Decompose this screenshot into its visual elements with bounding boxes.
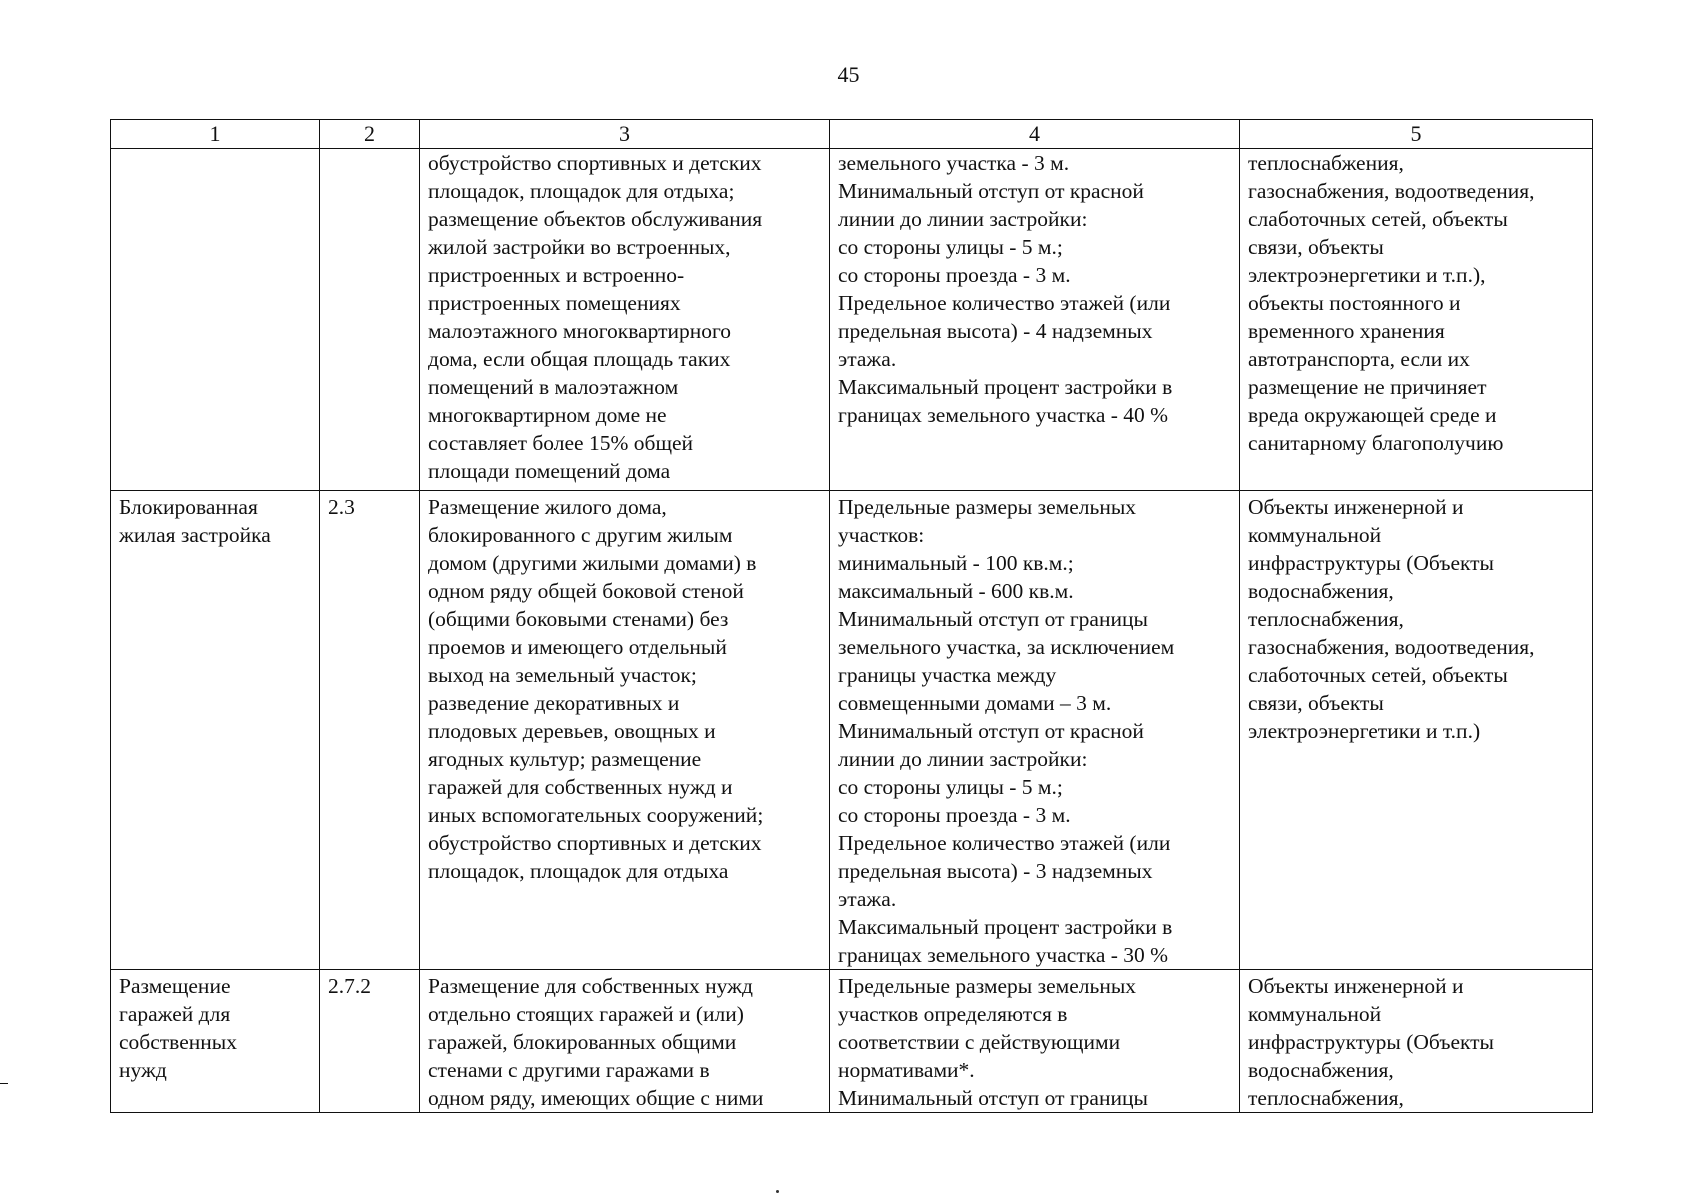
use-code-cell [320, 149, 420, 491]
text-line: коммунальной [1248, 1002, 1382, 1026]
text-line: вреда окружающей среде и [1248, 403, 1497, 427]
text-line: выход на земельный участок; [428, 663, 697, 687]
text-line: совмещенными домами – 3 м. [838, 691, 1112, 715]
text-line: электроэнергетики и т.п.), [1248, 263, 1486, 287]
text-line: границах земельного участка - 40 % [838, 403, 1169, 427]
text-line: малоэтажного многоквартирного [428, 319, 732, 343]
text-line: обустройство спортивных и детских [428, 151, 762, 175]
page-number: 45 [837, 62, 860, 87]
column-number-4: 4 [830, 120, 1240, 149]
text-line: отдельно стоящих гаражей и (или) [428, 1002, 744, 1026]
text-line: объекты постоянного и [1248, 291, 1461, 315]
text-line: составляет более 15% общей [428, 431, 694, 455]
text-line: Объекты инженерной и [1248, 974, 1464, 998]
auxiliary-uses-cell [1240, 149, 1593, 491]
text-line: жилой застройки во встроенных, [428, 235, 731, 259]
margin-mark [0, 1083, 8, 1084]
table-row [111, 491, 1593, 970]
text-line: Минимальный отступ от красной [838, 179, 1144, 203]
text-line: гаражей, блокированных общими [428, 1030, 737, 1054]
text-line: линии до линии застройки: [838, 207, 1088, 231]
text-line: Минимальный отступ от красной [838, 719, 1144, 743]
text-line: Предельные размеры земельных [838, 495, 1137, 519]
text-line: теплоснабжения, [1248, 1086, 1404, 1110]
text-line: минимальный - 100 кв.м.; [838, 551, 1074, 575]
column-number-2: 2 [320, 120, 420, 149]
use-description-cell [420, 970, 830, 1113]
text-line: Размещение для собственных нужд [428, 974, 753, 998]
text-line: слаботочных сетей, объекты [1248, 663, 1508, 687]
parameters-cell [830, 491, 1240, 970]
text-line: Размещение [119, 974, 231, 998]
text-line: Максимальный процент застройки в [838, 375, 1173, 399]
use-code-cell [320, 970, 420, 1113]
text-line: участков: [838, 523, 925, 547]
text-line: газоснабжения, водоотведения, [1248, 635, 1535, 659]
text-line: пристроенных и встроенно- [428, 263, 685, 287]
text-line: связи, объекты [1248, 235, 1384, 259]
text-line: слаботочных сетей, объекты [1248, 207, 1508, 231]
use-description-cell [420, 491, 830, 970]
text-line: 2.3 [328, 495, 355, 519]
text-line: инфраструктуры (Объекты [1248, 1030, 1495, 1054]
text-line: водоснабжения, [1248, 579, 1394, 603]
text-line: этажа. [838, 887, 897, 911]
text-line: нормативами*. [838, 1058, 975, 1082]
text-line: размещение не причиняет [1248, 375, 1487, 399]
text-line: водоснабжения, [1248, 1058, 1394, 1082]
text-line: линии до линии застройки: [838, 747, 1088, 771]
text-line: автотранспорта, если их [1248, 347, 1470, 371]
text-line: Предельное количество этажей (или [838, 831, 1171, 855]
parameters-cell [830, 149, 1240, 491]
auxiliary-uses-cell [1240, 970, 1593, 1113]
text-line: площадок, площадок для отдыха; [428, 179, 735, 203]
text-line: блокированного с другим жилым [428, 523, 733, 547]
text-line: одном ряду общей боковой стеной [428, 579, 744, 603]
text-line: газоснабжения, водоотведения, [1248, 179, 1535, 203]
text-line: иных вспомогательных сооружений; [428, 803, 764, 827]
text-line: дома, если общая площадь таких [428, 347, 731, 371]
text-line: одном ряду, имеющих общие с ними [428, 1086, 764, 1110]
text-line: теплоснабжения, [1248, 607, 1404, 631]
text-line: участков определяются в [838, 1002, 1068, 1026]
text-line: со стороны проезда - 3 м. [838, 803, 1071, 827]
text-line: плодовых деревьев, овощных и [428, 719, 716, 743]
use-name-cell [111, 149, 320, 491]
text-line: этажа. [838, 347, 897, 371]
text-line: разведение декоративных и [428, 691, 680, 715]
text-line: Предельное количество этажей (или [838, 291, 1171, 315]
column-number-3: 3 [420, 120, 830, 149]
text-line: Размещение жилого дома, [428, 495, 667, 519]
text-line: электроэнергетики и т.п.) [1248, 719, 1481, 743]
text-line: со стороны улицы - 5 м.; [838, 235, 1063, 259]
auxiliary-uses-cell [1240, 491, 1593, 970]
text-line: теплоснабжения, [1248, 151, 1404, 175]
use-description-cell [420, 149, 830, 491]
text-line: Минимальный отступ от границы [838, 1086, 1148, 1110]
text-line: Минимальный отступ от границы [838, 607, 1148, 631]
text-line: со стороны улицы - 5 м.; [838, 775, 1063, 799]
text-line: жилая застройка [119, 523, 271, 547]
text-line: предельная высота) - 4 надземных [838, 319, 1153, 343]
table-row [111, 970, 1593, 1113]
text-line: помещений в малоэтажном [428, 375, 679, 399]
text-line: пристроенных помещениях [428, 291, 681, 315]
parameters-cell [830, 970, 1240, 1113]
text-line: 2.7.2 [328, 974, 371, 998]
zoning-table [110, 119, 1593, 1113]
text-line: обустройство спортивных и детских [428, 831, 762, 855]
text-line: нужд [119, 1058, 167, 1082]
text-line: собственных [119, 1030, 237, 1054]
text-line: гаражей для собственных нужд и [428, 775, 733, 799]
use-code-cell [320, 491, 420, 970]
text-line: гаражей для [119, 1002, 231, 1026]
text-line: Предельные размеры земельных [838, 974, 1137, 998]
text-line: стенами с другими гаражами в [428, 1058, 710, 1082]
text-line: домом (другими жилыми домами) в [428, 551, 757, 575]
text-line: со стороны проезда - 3 м. [838, 263, 1071, 287]
text-line: временного хранения [1248, 319, 1445, 343]
text-line: коммунальной [1248, 523, 1382, 547]
text-line: многоквартирном доме не [428, 403, 667, 427]
text-line: земельного участка, за исключением [838, 635, 1175, 659]
use-name-cell [111, 970, 320, 1113]
text-line: инфраструктуры (Объекты [1248, 551, 1495, 575]
text-line: (общими боковыми стенами) без [428, 607, 729, 631]
text-line: Блокированная [119, 495, 258, 519]
column-number-row [111, 120, 1593, 149]
text-line: санитарному благополучию [1248, 431, 1504, 455]
text-line: границах земельного участка - 30 % [838, 943, 1169, 967]
text-line: Максимальный процент застройки в [838, 915, 1173, 939]
text-line: площадок, площадок для отдыха [428, 859, 729, 883]
scan-dot [776, 1190, 779, 1193]
text-line: границы участка между [838, 663, 1057, 687]
text-line: максимальный - 600 кв.м. [838, 579, 1074, 603]
text-line: связи, объекты [1248, 691, 1384, 715]
column-number-5: 5 [1240, 120, 1593, 149]
text-line: ягодных культур; размещение [428, 747, 702, 771]
use-name-cell [111, 491, 320, 970]
text-line: площади помещений дома [428, 459, 671, 483]
table-row [111, 149, 1593, 491]
text-line: Объекты инженерной и [1248, 495, 1464, 519]
column-number-1: 1 [111, 120, 320, 149]
text-line: соответствии с действующими [838, 1030, 1121, 1054]
text-line: предельная высота) - 3 надземных [838, 859, 1153, 883]
text-line: размещение объектов обслуживания [428, 207, 763, 231]
text-line: проемов и имеющего отдельный [428, 635, 727, 659]
text-line: земельного участка - 3 м. [838, 151, 1070, 175]
